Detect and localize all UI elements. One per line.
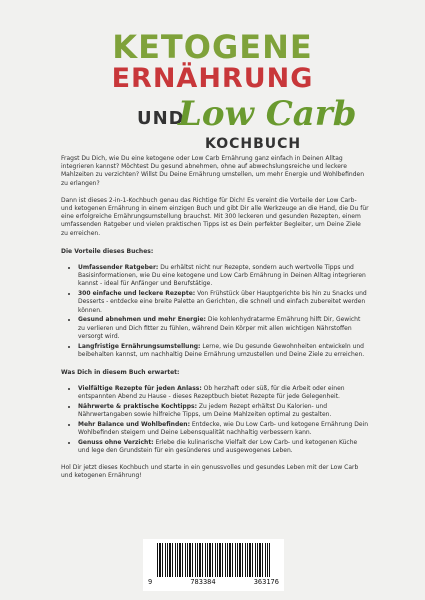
barcode-number: 9 783384 363176 [148,578,279,586]
benefits-heading: Die Vorteile dieses Buches: [61,247,154,255]
list-item: • Gesund abnehmen und mehr Energie: Die kohlenhydratarme Ernährung hilft Dir, Gewicht zu verlieren und Dich fitter zu fühlen, während Dein Körper mit allen wichtigen Nährstoffen versorgt wird. [78,316,369,341]
list-item: • 300 einfache und leckere Rezepte: Von Frühstück über Hauptgerichte bis hin zu Snacks und Desserts - entdecke eine breite Palette an Gerichten, die schnell und einfach zubereitet werden können. [78,290,369,315]
isbn-barcode [143,539,284,591]
title-low-carb: Low Carb [178,94,357,134]
title-und: UND [137,108,185,129]
outro-paragraph: Hol Dir jetzt dieses Kochbuch und starte in ein genussvolles und gesundes Leben mit der Low Carb und ketogenen Ernährung! [61,463,359,479]
list-item: • Nährwerte & praktische Kochtipps: Zu jedem Rezept erhältst Du Kalorien- und Nährwertangaben sowie hilfreiche Tipps, um Deine Mahlzeiten optimal zu gestalten. [78,403,369,419]
intro-paragraph-2: Dann ist dieses 2-in-1-Kochbuch genau das Richtige für Dich! Es vereint die Vorteile der Low Carb- und ketogenen Ernährung in einem einzigen Buch und gibt Dir alle Werkzeuge an die Hand, die Du für eine erfolgreiche Ernährungsumstellung brauchst. Mit 300 leckeren und gesunden Rezepten, einem umfassenden Ratgeber und vielen praktischen Tipps ist es Dein perfekter Begleiter, um Deine Ziele zu erreichen. [61,196,369,237]
contents-list [61,385,369,455]
blurb-text [61,155,369,489]
list-item: • Umfassender Ratgeber: Du erhältst nicht nur Rezepte, sondern auch wertvolle Tipps und Basisinformationen, wie Du eine ketogene und Low Carb Ernährung in Deinen Alltag integrieren kannst - ideal für Anfänger und Berufstätige. [78,264,369,289]
list-item: • Mehr Balance und Wohlbefinden: Entdecke, wie Du Low Carb- und ketogene Ernährung Dein Wohlbefinden steigern und Deine Lebensqualität nachhaltig verbessern kann. [78,421,369,437]
benefits-list [61,264,369,359]
cover-title [0,30,425,156]
title-kochbuch: KOCHBUCH [205,136,302,152]
intro-paragraph-1: Fragst Du Dich, wie Du eine ketogene oder Low Carb Ernährung ganz einfach in Deinen Alltag integrieren kannst? Möchtest Du gesund abnehmen, ohne auf abwechslungsreiche und leckere Mahlzeiten zu verzichten? Willst Du Deine Ernährung umstellen, um mehr Energie und Wohlbefinden zu erlangen? [61,155,365,187]
title-ketogene: KETOGENE [112,28,313,66]
title-ernaehrung: ERNÄHRUNG [111,63,314,94]
contents-heading: Was Dich in diesem Buch erwartet: [61,369,180,377]
list-item: • Vielfältige Rezepte für jeden Anlass: Ob herzhaft oder süß, für die Arbeit oder einen entspannten Abend zu Hause - dieses Rezeptbuch bietet Rezepte für jede Gelegenheit. [78,385,369,401]
list-item: • Langfristige Ernährungsumstellung: Lerne, wie Du gesunde Gewohnheiten entwickeln und beibehalten kannst, um nachhaltig Deine Ernährung umzustellen und Deine Ziele zu erreichen. [78,343,369,359]
title-subline [0,94,425,156]
list-item: • Genuss ohne Verzicht: Erlebe die kulinarische Vielfalt der Low Carb- und ketogenen Küche und lege den Grundstein für ein gesünderes und ausgewogenes Leben. [78,439,369,455]
barcode-bars [157,543,270,577]
